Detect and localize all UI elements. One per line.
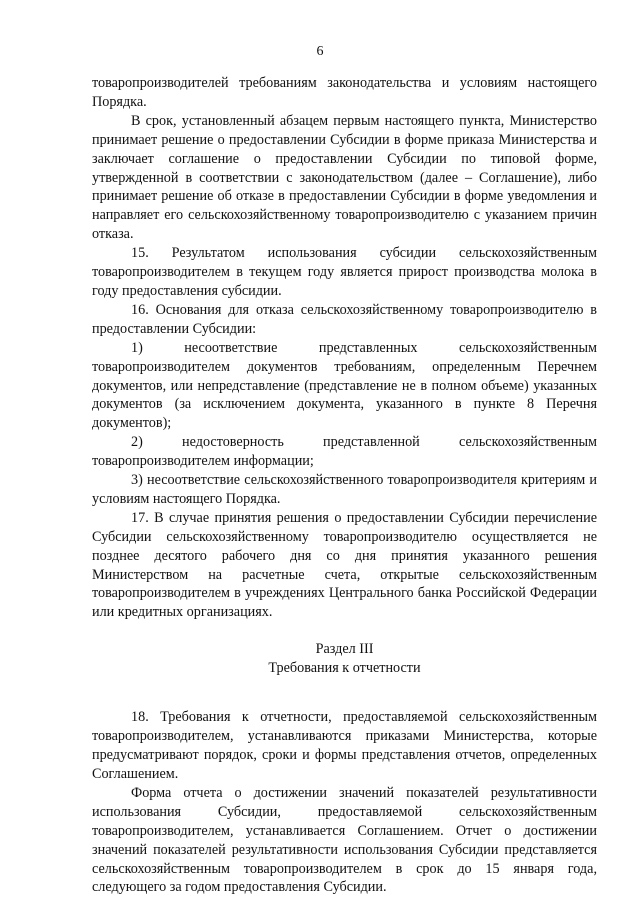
section-number: Раздел III xyxy=(315,641,374,658)
list-item-1: 1) несоответствие представленных сельскохозяйственным товаропроизводителем документов требованиям, определенным Перечнем документов, или непредставление (представление не в полном объеме) указанных документов (за исключением документа, указанного в пункте 8 Перечня документов); xyxy=(92,339,597,432)
list-item-2: 2) недостоверность представленной сельскохозяйственным товаропроизводителем информации; xyxy=(92,434,597,470)
paragraph-item-17: 17. В случае принятия решения о предоставлении Субсидии перечисление Субсидии сельскохозяйственному товаропроизводителю осуществляется не позднее десятого рабочего дня со дня принятия указанного решения Министерством на расчетные счета, открытые сельскохозяйственным товаропроизводителем в учреждениях Центрального банка Российской Федерации или кредитных организациях. xyxy=(92,509,597,621)
section-title: Требования к отчетности xyxy=(268,660,421,677)
list-item-3: 3) несоответствие сельскохозяйственного товаропроизводителя критериям и условиям настоящего Порядка. xyxy=(92,472,597,507)
paragraph-decision: В срок, установленный абзацем первым настоящего пункта, Министерство принимает решение о предоставлении Субсидии в форме приказа Министерства и заключает соглашение о предоставлении Субсидии по типовой форме, утвержденной в соответствии с законодательством (далее – Соглашение), либо принимает решение об отказе в предоставлении Субсидии в форме уведомления и направляет его сельскохозяйственному товаропроизводителю с указанием причин отказа. xyxy=(92,112,597,243)
paragraph-item-18: 18. Требования к отчетности, предоставляемой сельскохозяйственным товаропроизводителем, устанавливаются приказами Министерства, которые предусматривают порядок, сроки и формы представления отчетов, определенных Соглашением. xyxy=(92,709,597,782)
document-body xyxy=(92,74,597,897)
paragraph-item-16: 16. Основания для отказа сельскохозяйственному товаропроизводителю в предоставлении Субсидии: xyxy=(92,301,597,337)
paragraph-report-form: Форма отчета о достижении значений показателей результативности использования Субсидии, предоставляемой сельскохозяйственным товаропроизводителем, устанавливается Соглашением. Отчет о достижении значений показателей результативности использования Субсидии представляется сельскохозяйственным товаропроизводителем в срок до 15 января года, следующего за годом предоставления Субсидии. xyxy=(92,784,597,896)
paragraph-item-15: 15. Результатом использования субсидии сельскохозяйственным товаропроизводителем в текущем году является прирост производства молока в году предоставления субсидии. xyxy=(92,245,597,299)
page-number: 6 xyxy=(316,44,324,59)
paragraph-continuation: товаропроизводителей требованиям законодательства и условиям настоящего Порядка. xyxy=(92,75,597,110)
